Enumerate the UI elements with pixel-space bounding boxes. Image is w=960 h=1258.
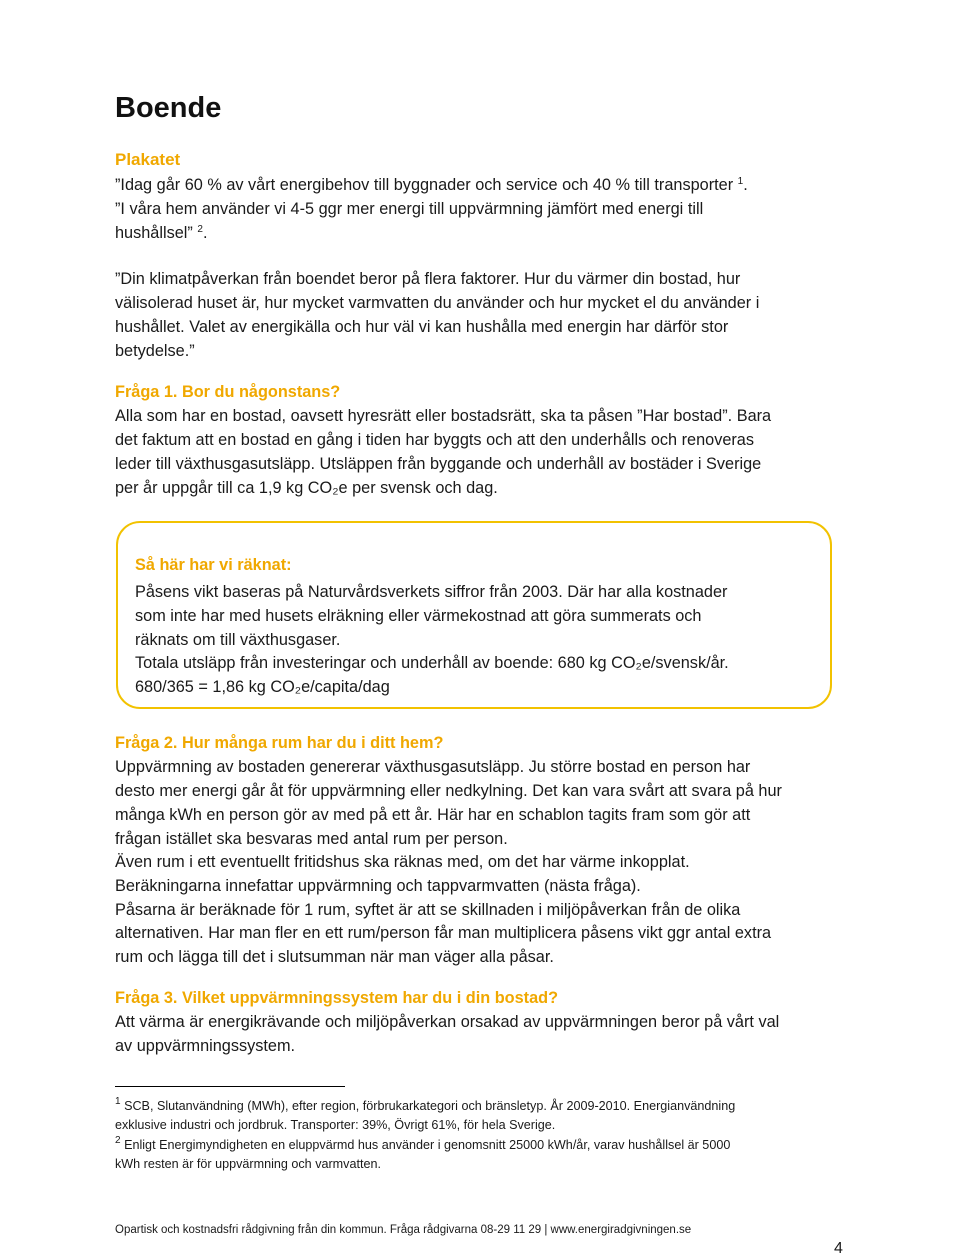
q3-line-1: Att värma är energikrävande och miljöpåverkan orsakad av uppvärmningen beror på vårt val bbox=[115, 1013, 780, 1031]
footnote-2-line-2: kWh resten är för uppvärmning och varmvatten. bbox=[115, 1157, 381, 1171]
footnote-divider bbox=[115, 1086, 345, 1087]
q1-heading: Fråga 1. Bor du någonstans? bbox=[115, 383, 341, 401]
plakatet-para2-line-4: betydelse.” bbox=[115, 342, 195, 360]
q2-line-2: desto mer energi går åt för uppvärmning eller nedkylning. Det kan vara svårt att svara på hur bbox=[115, 782, 782, 800]
q1-line-1: Alla som har en bostad, oavsett hyresrätt eller bostadsrätt, ska ta påsen ”Har bostad”. Bara bbox=[115, 407, 772, 425]
box-heading: Så här har vi räknat: bbox=[135, 556, 292, 574]
footnote-2-line-1: $^2$ Enligt Energimyndigheten en eluppvärmd hus använder i genomsnitt 25000 kWh/år, varav hushållsel är 5000 bbox=[115, 1135, 731, 1152]
footnote-1-number: 1 bbox=[115, 1096, 121, 1107]
plakatet-para2-line-1: ”Din klimatpåverkan från boendet beror på flera faktorer. Hur du värmer din bostad, hur bbox=[115, 270, 741, 288]
page-title: Boende bbox=[115, 92, 222, 124]
box-line-2: som inte har med husets elräkning eller värmekostnad att göra summerats och bbox=[135, 607, 702, 625]
footnote-ref-1: 1 bbox=[737, 176, 744, 187]
q2-line-4: frågan istället ska besvaras med antal rum per person. bbox=[115, 830, 508, 848]
plakatet-line-1: ”Idag går 60 % av vårt energibehov till byggnader och service och 40 % till transporter $^1$. bbox=[115, 176, 748, 194]
q2-line-8: alternativen. Har man fler en ett rum/person får man multiplicera påsens vikt ggr antal extra bbox=[115, 924, 772, 942]
q2-line-6: Beräkningarna innefattar uppvärmning och tappvarmvatten (nästa fråga). bbox=[115, 877, 641, 895]
plakatet-heading: Plakatet bbox=[115, 150, 181, 169]
box-line-5: 680/365 = 1,86 kg CO₂e/capita/dag bbox=[135, 678, 390, 696]
footnote-2-number: 2 bbox=[115, 1135, 121, 1146]
q3-line-2: av uppvärmningssystem. bbox=[115, 1037, 296, 1055]
q1-line-2: det faktum att en bostad en gång i tiden har byggts och att den underhålls och renoveras bbox=[115, 431, 755, 449]
plakatet-line-2: ”I våra hem använder vi 4-5 ggr mer energi till uppvärmning jämfört med energi till bbox=[115, 200, 704, 218]
footnote-1-line-2: exklusive industri och jordbruk. Transporter: 39%, Övrigt 61%, för hela Sverige. bbox=[115, 1118, 556, 1132]
plakatet-para2-line-3: hushållet. Valet av energikälla och hur väl vi kan hushålla med energin har därför stor bbox=[115, 318, 729, 336]
plakatet-para2-line-2: välisolerad huset är, hur mycket varmvatten du använder och hur mycket el du använder i bbox=[115, 294, 760, 312]
q2-line-7: Påsarna är beräknade för 1 rum, syftet är att se skillnaden i miljöpåverkan från de olika bbox=[115, 901, 741, 919]
box-line-1: Påsens vikt baseras på Naturvårdsverkets siffror från 2003. Där har alla kostnader bbox=[135, 583, 728, 601]
footnote-ref-2: 2 bbox=[197, 224, 203, 235]
plakatet-line-3: hushållsel” $^2$. bbox=[115, 224, 208, 242]
q2-heading: Fråga 2. Hur många rum har du i ditt hem? bbox=[115, 734, 444, 752]
page-number: 4 bbox=[834, 1240, 843, 1257]
box-line-4: Totala utsläpp från investeringar och underhåll av boende: 680 kg CO₂e/svensk/år. bbox=[135, 654, 729, 672]
q2-line-3: många kWh en person gör av med på ett år. Här har en schablon tagits fram som gör att bbox=[115, 806, 751, 824]
page-footer: Opartisk och kostnadsfri rådgivning från din kommun. Fråga rådgivarna 08-29 11 29 | www.energiradgivningen.se bbox=[115, 1224, 692, 1236]
box-line-3: räknats om till växthusgaser. bbox=[135, 631, 341, 649]
q2-line-5: Även rum i ett eventuellt fritidshus ska räknas med, om det har värme inkopplat. bbox=[115, 853, 690, 871]
q1-line-4: per år uppgår till ca 1,9 kg CO₂e per svensk och dag. bbox=[115, 479, 498, 497]
q2-line-9: rum och lägga till det i slutsumman när man väger alla påsar. bbox=[115, 948, 554, 966]
q3-heading: Fråga 3. Vilket uppvärmningssystem har du i din bostad? bbox=[115, 989, 559, 1007]
q1-line-3: leder till växthusgasutsläpp. Utsläppen från byggande och underhåll av bostäder i Sverige bbox=[115, 455, 762, 473]
footnote-1-line-1: $^1$ SCB, Slutanvändning (MWh), efter region, förbrukarkategori och bränsletyp. År 2009-2010. Energianvändning bbox=[115, 1096, 736, 1113]
q2-line-1: Uppvärmning av bostaden genererar växthusgasutsläpp. Ju större bostad en person har bbox=[115, 758, 751, 776]
